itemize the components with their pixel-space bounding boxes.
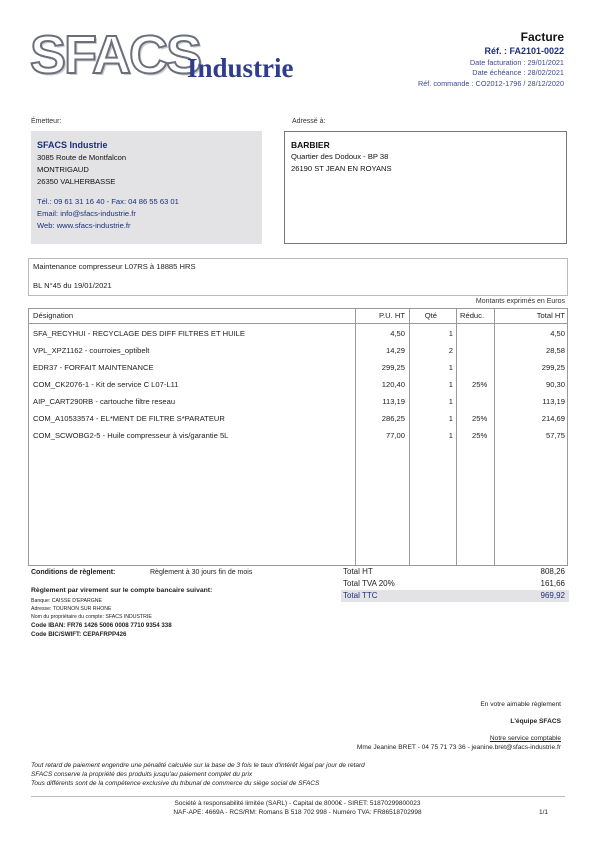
bank-name: Banque: CAISSE D'EPARGNE xyxy=(31,598,102,604)
row-pu: 113,19 xyxy=(382,397,405,406)
signature-team: L'équipe SFACS xyxy=(510,718,561,725)
row-qty: 2 xyxy=(448,346,453,355)
table-row xyxy=(29,427,567,444)
payment-conditions-value: Règlement à 30 jours fin de mois xyxy=(150,569,253,576)
total-ttc-row xyxy=(341,590,569,602)
table-row xyxy=(29,393,567,410)
recipient-address2: 26190 ST JEAN EN ROYANS xyxy=(291,164,392,173)
row-qty: 1 xyxy=(448,329,453,338)
invoice-memo xyxy=(28,258,568,296)
bic: Code BIC/SWIFT: CEPAFRPP426 xyxy=(31,631,127,638)
logo-brand: SFACS xyxy=(30,25,201,85)
logo-suffix: Industrie xyxy=(187,53,294,83)
row-qty: 1 xyxy=(448,414,453,423)
currency-note: Montants exprimés en Euros xyxy=(475,298,565,305)
items-table xyxy=(28,308,568,566)
recipient-address1: Quartier des Dodoux - BP 38 xyxy=(291,152,389,161)
bank-address: Adresse: TOURNON SUR RHONE xyxy=(31,606,112,612)
legal-line1: Tout retard de paiement engendre une pénalité calculée sur la base de 3 fois le taux d'intérêt légal par jour de retard xyxy=(31,762,365,769)
emitter-name: SFACS Industrie xyxy=(37,140,108,150)
invoice-date: Date facturation : 29/01/2021 xyxy=(469,57,564,67)
row-pu: 4,50 xyxy=(390,329,405,338)
row-total: 90,30 xyxy=(545,380,565,389)
row-total: 113,19 xyxy=(542,397,565,406)
recipient-label: Adressé à: xyxy=(292,118,326,125)
emitter-label: Émetteur: xyxy=(31,118,62,125)
emitter-email[interactable]: Email: info@sfacs-industrie.fr xyxy=(37,209,136,218)
emitter-address2: MONTRIGAUD xyxy=(37,165,89,174)
company-footer-line1: Société à responsabilité limitée (SARL) - Capital de 8000€ - SIRET: 51870299800023 xyxy=(174,800,421,807)
row-designation: SFA_RECYHUI - RECYCLAGE DES DIFF FILTRES ET HUILE xyxy=(33,329,245,338)
invoice-title: Facture xyxy=(520,30,564,44)
total-ttc-value: 969,92 xyxy=(540,591,565,600)
order-reference: Réf. commande : CO2012-1796 / 28/12/2020 xyxy=(417,78,564,88)
row-designation: COM_A10533574 - EL*MENT DE FILTRE S*PARATEUR xyxy=(33,414,225,423)
legal-line2: SFACS conserve la propriété des produits jusqu'au paiement complet du prix xyxy=(31,771,253,778)
transfer-title: Règlement par virement sur le compte bancaire suivant: xyxy=(31,587,213,594)
page-number: 1/1 xyxy=(538,809,548,816)
row-designation: VPL_XPZ1162 - courroies_optibelt xyxy=(33,346,150,355)
row-reduc: 25% xyxy=(472,380,488,389)
emitter-phone: Tél.: 09 61 31 16 40 - Fax: 04 86 55 63 01 xyxy=(37,197,179,206)
recipient-box xyxy=(284,131,567,244)
row-designation: AIP_CART290RB - cartouche filtre reseau xyxy=(33,397,176,406)
row-reduc: 25% xyxy=(472,431,488,440)
signature-service: Notre service comptable xyxy=(489,735,561,742)
table-row xyxy=(29,325,567,342)
total-ht-value: 808,26 xyxy=(540,567,565,576)
emitter-address3: 26350 VALHERBASSE xyxy=(37,177,116,186)
memo-line1: Maintenance compresseur L07RS à 18885 HRS xyxy=(33,262,196,271)
table-row xyxy=(29,376,567,393)
row-pu: 14,29 xyxy=(385,346,405,355)
memo-line2: BL N°45 du 19/01/2021 xyxy=(33,281,112,290)
col-pu: P.U. HT xyxy=(378,311,405,320)
row-designation: COM_SCWOBG2-5 - Huile compresseur à vis/garantie 5L xyxy=(33,431,229,440)
row-total: 4,50 xyxy=(550,329,565,338)
row-pu: 299,25 xyxy=(381,363,405,372)
table-row xyxy=(29,410,567,427)
invoice-reference: Réf. : FA2101-0022 xyxy=(484,46,564,56)
footer-divider xyxy=(31,796,565,797)
total-tva-row xyxy=(341,578,569,590)
row-reduc: 25% xyxy=(472,414,488,423)
legal-line3: Tous différents sont de la compétence exclusive du tribunal de commerce du siège social de SFACS xyxy=(31,780,320,787)
invoice-header xyxy=(418,30,564,88)
table-row xyxy=(29,342,567,359)
row-pu: 120,40 xyxy=(381,380,405,389)
row-total: 57,75 xyxy=(545,431,565,440)
payment-conditions-label: Conditions de règlement: xyxy=(31,569,116,576)
row-designation: COM_CK2076-1 - Kit de service C L07-L11 xyxy=(33,380,179,389)
total-tva-value: 161,66 xyxy=(540,579,565,588)
col-total: Total HT xyxy=(536,311,565,320)
row-total: 299,25 xyxy=(541,363,565,372)
row-qty: 1 xyxy=(448,380,453,389)
row-pu: 77,00 xyxy=(385,431,405,440)
emitter-address1: 3085 Route de Montfalcon xyxy=(37,153,127,162)
row-qty: 1 xyxy=(448,363,453,372)
recipient-name: BARBIER xyxy=(291,140,330,150)
total-ht-row xyxy=(341,566,569,578)
company-logo xyxy=(30,25,320,90)
iban: Code IBAN: FR76 1426 5006 0008 7710 9354 338 xyxy=(31,622,172,629)
company-footer-line2: NAF-APE: 4669A - RCS/RM: Romans B 518 702 998 - Numéro TVA: FR86518702998 xyxy=(173,809,422,816)
total-tva-label: Total TVA 20% xyxy=(343,579,395,588)
table-row xyxy=(29,359,567,376)
greeting: En votre aimable règlement xyxy=(480,701,561,708)
row-qty: 1 xyxy=(448,431,453,440)
row-qty: 1 xyxy=(448,397,453,406)
row-designation: EDR37 - FORFAIT MAINTENANCE xyxy=(33,363,154,372)
emitter-box xyxy=(31,131,262,244)
due-date: Date échéance : 28/02/2021 xyxy=(472,68,564,77)
emitter-web[interactable]: Web: www.sfacs-industrie.fr xyxy=(37,221,131,230)
col-designation: Désignation xyxy=(33,311,74,320)
total-ht-label: Total HT xyxy=(343,567,373,576)
col-reduc: Réduc. xyxy=(460,311,485,320)
col-qty: Qté xyxy=(424,311,437,320)
signature-contact: Mme Jeanine BRET - 04 75 71 73 36 - jeanine.bret@sfacs-industrie.fr xyxy=(356,744,561,751)
row-total: 214,69 xyxy=(541,414,565,423)
total-ttc-label: Total TTC xyxy=(343,591,378,600)
account-owner: Nom du propriétaire du compte: SFACS INDUSTRIE xyxy=(31,614,152,620)
row-pu: 286,25 xyxy=(381,414,405,423)
table-header-divider xyxy=(29,323,567,324)
row-total: 28,58 xyxy=(545,346,565,355)
